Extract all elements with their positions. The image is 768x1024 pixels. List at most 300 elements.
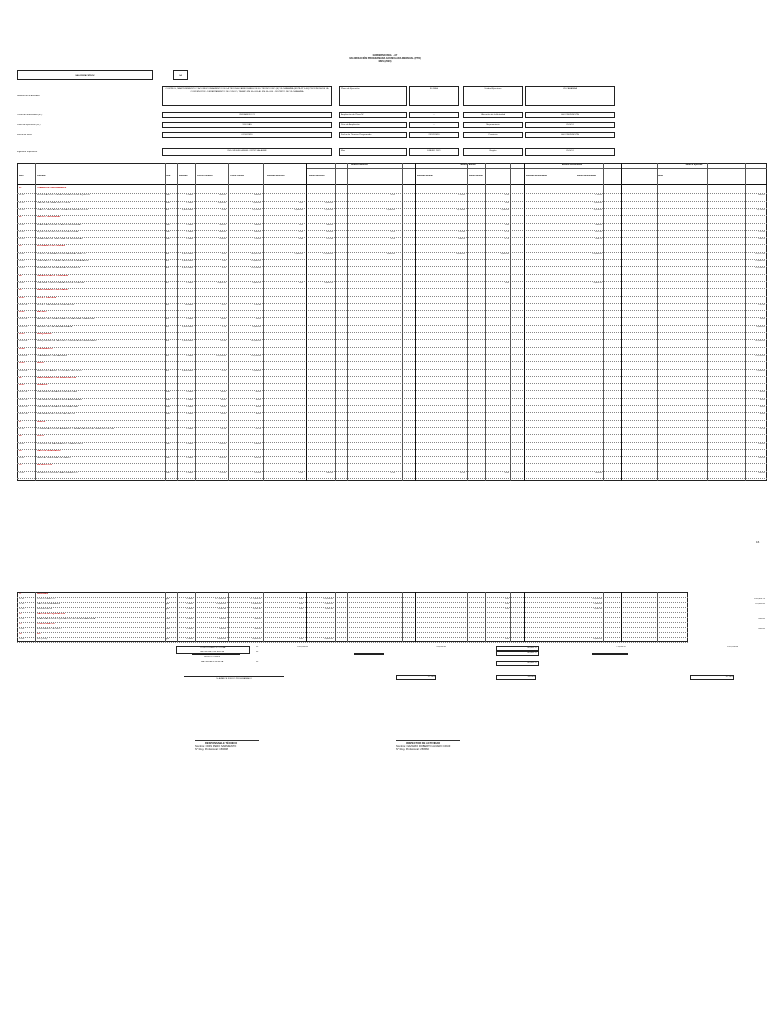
row-value: 3,000.00 (500, 252, 509, 255)
row-value: 350.00 (595, 223, 602, 226)
row-item-code: 12 (19, 613, 22, 615)
row-value: 350.00 (326, 223, 333, 226)
row-value: 10.00 (220, 398, 226, 401)
row-value: 4,863.20 (593, 281, 602, 284)
document-header (260, 54, 510, 63)
signature-name: Nombre: ODIN PERO SARMIENTO (195, 745, 237, 748)
table-column-header: Costo Parcial (230, 175, 244, 177)
row-value: 140.00 (219, 442, 226, 445)
info-right-label-box (463, 132, 523, 138)
info-mid-label: Días de Ampliación (341, 124, 360, 126)
row-value: 10.00 (759, 398, 765, 401)
row-value: 15,700.00 (251, 354, 261, 357)
column-rule (347, 592, 348, 642)
row-description: MOVILIZACIÓN Y DESMOVILIZACIÓN DE EQUIPOS (37, 194, 90, 197)
info-mid-value-box (409, 86, 459, 106)
column-rule (467, 163, 468, 481)
row-item-code: 05.05 (19, 362, 25, 365)
column-rule (263, 163, 264, 481)
valorizacion-number-box (173, 70, 188, 80)
row-unit: glb (166, 608, 169, 610)
row-value: 145,369.75 (754, 598, 765, 600)
table-column-header: Metrado (179, 175, 188, 177)
row-description: TRAZO Y REPLANTEO DURANTE LA EJECUCIÓN (37, 208, 88, 211)
valorization-table (17, 163, 767, 481)
column-rule (165, 592, 166, 642)
column-rule (335, 163, 336, 481)
info-right-label-box (463, 122, 523, 128)
row-value: 1,930.30 (324, 608, 333, 610)
info-right-label: Región (489, 150, 497, 152)
row-value: 325.20 (758, 457, 765, 460)
row-value: 325.20 (219, 457, 226, 460)
info-mid-value: — (432, 124, 436, 126)
row-value: 1.78 (221, 325, 226, 328)
row-unit: m2 (166, 260, 170, 262)
row-unit: m2 (166, 303, 170, 306)
row-value: 212.50 (758, 230, 765, 233)
row-value: 10.00 (255, 413, 261, 416)
row-value: 1.00 (298, 281, 303, 284)
row-value: 1,495.60 (252, 201, 261, 204)
total-current: 40,000.17 (496, 646, 539, 651)
row-value: 4,863.20 (252, 281, 261, 284)
row-description: CONTROL DE MATERIALES Y TRANSPORTE (37, 442, 84, 445)
info-mid-label-box (339, 132, 407, 138)
row-value: 2,500.00 (324, 603, 333, 605)
row-item-code: 05.05.01 (19, 369, 28, 372)
table-column-header: Saldo (657, 175, 663, 177)
row-value: 350.00 (254, 223, 261, 226)
row-value: 950.00 (254, 618, 261, 620)
row-value: 31,634.80 (592, 598, 602, 600)
info-left-value-box (162, 86, 332, 106)
row-value: 6,600.00 (217, 638, 226, 640)
valorizacion-label-box (17, 70, 153, 80)
row-item-code: 02.03 (19, 238, 25, 241)
row-value: 6,600.00 (593, 638, 602, 640)
row-value: 186.25 (458, 238, 465, 241)
row-description: ROCE Y LIMPIEZA (37, 296, 57, 299)
row-item-code: 10.01 (19, 471, 25, 474)
row-item-code: 05.03.01 (19, 340, 28, 343)
row-value: 15,680.00 (755, 260, 765, 262)
row-rule (17, 642, 688, 643)
row-value: 450.00 (758, 628, 765, 630)
column-rule (335, 592, 336, 642)
row-value: 25.19 (220, 427, 226, 430)
row-value: 0.75 (504, 238, 509, 241)
row-value: 1.00 (298, 201, 303, 204)
row-description: COSTO DIRECTO (37, 598, 56, 600)
row-value: 425.00 (326, 230, 333, 233)
column-rule (467, 592, 468, 642)
info-right-label-box (463, 86, 523, 106)
row-description: IMPREVISTOS EN EL MANTENIMIENTO (37, 471, 78, 474)
row-value: 1.0000 (186, 413, 193, 416)
row-value: 170.00 (458, 194, 465, 197)
info-right-label: Provincia (488, 134, 498, 136)
header-rule (17, 184, 767, 185)
info-left-value-box (162, 122, 332, 128)
row-item-code: 02.02 (19, 230, 25, 233)
row-unit: Glb (166, 238, 170, 241)
total-saldo: 126,299.88 (727, 646, 738, 648)
row-value: 1.0000 (186, 398, 193, 401)
row-unit: und (166, 413, 170, 416)
row-unit: m2 (166, 354, 170, 357)
row-unit: Glb (166, 194, 170, 197)
row-value: 1.00 (504, 201, 509, 204)
table-column-header: Precio Unitario (197, 175, 213, 177)
info-mid-label-box (339, 148, 407, 156)
row-unit: glb (166, 598, 169, 600)
row-value: 1.00 (504, 603, 509, 605)
row-description: BACHEO DE CALZADA AFIRMADA (37, 325, 73, 328)
signature-line (396, 740, 460, 741)
info-left-label: Nombre de la Actividad (17, 95, 40, 97)
row-value: 558.75 (595, 238, 602, 241)
info-mid-value-box (409, 132, 459, 138)
row-value: 10,707.45 (755, 252, 765, 255)
row-item-code: 12.01 (19, 618, 25, 620)
row-unit: m2 (166, 318, 170, 321)
row-value: 13,260.00 (323, 252, 333, 255)
row-item-code: 05.04 (19, 347, 25, 350)
row-item-code: 05.02.01 (19, 318, 28, 321)
column-rule (745, 163, 746, 481)
row-description: PAGO AL PERSONAL DE CAMPO (37, 457, 71, 460)
row-item-code: 11 (19, 593, 22, 595)
info-left-value: CONTROL, MANTENIMIENTO Y ACONDICIONAMIENTO DE LA TROCHA CARROZABLE DE EL TRONCO RÍO (E) VILCABAMBA (RUTA Nº 0-44) PROVINCIA DE LA CONVENCIÓN - DEPARTAMENTO DE CUSCO, TRAMO KM 00+000 AL KM 44+000 - DISTRITO DE VILCABAMBA (165, 88, 329, 93)
row-value: 15.00 (220, 318, 226, 321)
row-value: 15.00 (255, 318, 261, 321)
row-value: 701.00 (254, 471, 261, 474)
info-left-value: 120 DÍAS (242, 124, 252, 126)
row-unit: Glb (166, 223, 170, 226)
row-value: 950.00 (758, 618, 765, 620)
row-item-code: 10 (19, 464, 22, 467)
page-number: 16 (756, 540, 760, 544)
row-unit: m2 (166, 325, 170, 328)
row-description: LIMPIEZA DE SEÑALES REGLAMENTARIAS (37, 398, 82, 401)
row-unit: Glb (166, 628, 170, 630)
info-mid-value: — (432, 114, 436, 116)
row-unit: m3 (166, 267, 170, 270)
row-value: 1,495.60 (217, 201, 226, 204)
header-line-3: MES (2020) (378, 60, 392, 63)
info-right-value-box (525, 86, 615, 106)
column-rule (195, 163, 196, 481)
info-right-value: CUSCO (566, 124, 574, 126)
row-item-code: 06 (19, 376, 22, 379)
row-value: 1.0000 (186, 603, 193, 605)
info-right-value-box (525, 112, 615, 118)
row-item-code: 05.02.02 (19, 325, 28, 328)
row-description: TRATAMIENTO (37, 347, 53, 350)
header-line-1: GOBIERNO REG. - AY (372, 54, 398, 57)
info-right-value-box (525, 132, 615, 138)
table-group-header: Avance Acumulado (561, 164, 583, 166)
row-unit: Glb (166, 457, 170, 460)
info-mid-value: ENERO 2021 (427, 150, 441, 152)
valorizacion-label: VALORIZACIÓN N° (75, 74, 95, 77)
row-value: 1,495.60 (324, 201, 333, 204)
info-right-value-box (525, 148, 615, 156)
row-value: 1.0000 (186, 223, 193, 226)
row-description: ELIMINACIÓN DE MATERIAL EXCEDENTE (37, 267, 81, 270)
total-row-label: VALORIZACIÓN BRUTA (200, 651, 224, 653)
info-mid-value-box (409, 122, 459, 128)
row-value: 170.00 (595, 194, 602, 197)
row-value: 0.48 (221, 208, 226, 211)
row-item-code: 03.02 (19, 260, 25, 262)
row-description: SEÑALES (37, 384, 48, 387)
row-description: LIMPIEZA DE SEÑALES INFORMATIVAS (37, 406, 78, 408)
row-item-code: 08.01 (19, 442, 25, 445)
row-item-code: 11.02 (19, 603, 25, 605)
signature-name: Nombre: NAZARIO ROBERTO ALVARO CRUZ (396, 745, 451, 748)
total-accum: 73,634.97 (616, 646, 626, 648)
row-unit: m3 (166, 340, 170, 343)
row-value: 42,540.00 (755, 340, 765, 343)
row-value: 132.30 (254, 303, 261, 306)
row-description: GASTOS DE LIQUIDACIÓN (37, 613, 65, 615)
column-rule (621, 163, 622, 481)
signature-registration: N° Reg. Profesional: 159698 (195, 748, 228, 751)
row-value: 10.00 (255, 406, 261, 408)
column-rule (177, 163, 178, 481)
total-amount: 199,934.85 (297, 646, 308, 648)
row-item-code: 14 (19, 633, 22, 635)
info-right-value: VILCABAMBA (563, 88, 577, 90)
row-value: 10.00 (220, 413, 226, 416)
row-description: CORTE Y ELIMINACIÓN DE MATERIAL SUELTO (37, 252, 86, 255)
row-description: DESQUINCHE DE TALUDES Y LIMPIEZA DE DERRUMBES (37, 340, 97, 343)
row-item-code: 08 (19, 435, 22, 438)
row-item-code: 05.02 (19, 311, 25, 314)
row-description: DESQUINCHE (37, 333, 52, 335)
row-value: 0.25 (390, 238, 395, 241)
avance-label: % AVANCE FÍSICO PROGRAMADO (184, 676, 284, 681)
row-value: 1.0000 (186, 427, 193, 430)
row-value: 0.60 (504, 471, 509, 474)
row-value: 10.00 (759, 413, 765, 416)
row-value: 637.50 (595, 230, 602, 233)
row-value: 1.00 (504, 598, 509, 600)
column-rule (402, 163, 403, 481)
row-item-code: 05 (19, 289, 22, 292)
info-right-label: Mejoramiento (486, 124, 500, 126)
row-value: 42,540.00 (251, 340, 261, 343)
total-current: 40,000.17 (496, 651, 539, 656)
row-value: 4,863.20 (324, 281, 333, 284)
total-currency: S/. (256, 646, 259, 648)
row-item-code: 07 (19, 420, 22, 423)
info-right-label: Unidad Ejecutora (484, 88, 502, 90)
row-item-code: 04 (19, 274, 22, 277)
row-unit: glb (166, 603, 169, 605)
row-value: 0.20 (504, 194, 509, 197)
row-value: 1.00 (504, 281, 509, 284)
row-unit: und (166, 391, 170, 394)
row-description: VARIOS (37, 420, 46, 423)
row-value: 450.00 (254, 628, 261, 630)
row-value: 850.00 (219, 230, 226, 233)
row-value: 745.00 (219, 238, 226, 241)
row-value: 1,495.60 (593, 201, 602, 204)
row-description: BACHEO DE PLATAFORMA CON MATERIAL GRANULAR (37, 318, 95, 321)
row-value: 30.0000 (185, 303, 193, 306)
column-rule (485, 163, 486, 481)
column-rule (524, 163, 525, 481)
row-value: 8,900.00 (756, 325, 765, 328)
total-row-label: COSTO DIRECTO TOTAL (176, 646, 250, 654)
row-value: 4,900.00 (294, 208, 303, 211)
row-value: 1,000.0000 (182, 340, 193, 343)
row-value: 30,597.45 (251, 252, 261, 255)
row-description: LIMPIEZA DE HITOS KILOMÉTRICOS (37, 413, 75, 416)
column-rule (510, 592, 511, 642)
row-value: 850.00 (254, 194, 261, 197)
row-value: 2,548.00 (756, 369, 765, 372)
info-mid-value: 29/12/2020 (428, 134, 440, 136)
header-line-2: VALORIZACIÓN PROGRAMADA ACUMULADA MENSUAL (PTO) (349, 57, 421, 60)
row-value: 372.50 (326, 238, 333, 241)
row-value: 1.0000 (186, 230, 193, 233)
row-value: 13,000.00 (216, 603, 226, 605)
row-value: 1.0000 (186, 618, 193, 620)
info-mid-label-box (339, 112, 407, 118)
row-value: 0.25 (390, 230, 395, 233)
table-column-header: Metrado Anterior (267, 175, 285, 177)
row-value: 0.20 (390, 194, 395, 197)
row-value: 2,000.00 (294, 252, 303, 255)
row-value: 0.10 (390, 471, 395, 474)
row-item-code: 05.03 (19, 333, 25, 335)
info-left-value: ING. MIGUEL ANGEL ORTIZ SALAZAR (227, 150, 267, 152)
row-value: 10.00 (220, 391, 226, 394)
row-description: OBRAS DE ARTE Y DRENAJE (37, 274, 69, 277)
row-value: 280.40 (758, 471, 765, 474)
row-value: 2,352.00 (324, 208, 333, 211)
signature-block (195, 740, 275, 751)
row-value: 745.00 (254, 238, 261, 241)
row-value: 1.0000 (186, 628, 193, 630)
column-rule (603, 592, 604, 642)
row-description: CARTEL DE OBRA 3.60 X 2.40 M (37, 201, 71, 204)
info-right-value: LA CONVENCIÓN (561, 134, 579, 136)
row-value: 950.00 (219, 618, 226, 620)
info-left-label: Costo de la Actividad (S/.) (17, 114, 43, 116)
row-value: 420.60 (595, 471, 602, 474)
total-currency: S/. (256, 651, 259, 653)
row-value: 186.25 (758, 238, 765, 241)
row-description: RIEGO DE CAMINO Y CONTROL DE POLVO (37, 369, 82, 372)
column-rule (263, 592, 264, 642)
info-mid-value: 90 DÍAS (429, 88, 439, 90)
column-rule (228, 163, 229, 481)
row-item-code: 03.01 (19, 252, 25, 255)
row-item-code: 06.01.03 (19, 406, 28, 408)
row-value: 10,500.00 (755, 603, 765, 605)
table-group-header: Avance Anterior (351, 164, 368, 166)
row-description: MOVIMIENTO DE TIERRAS (37, 245, 65, 248)
row-value: 1.0000 (186, 194, 193, 197)
row-description: OTROS GASTOS (37, 623, 55, 625)
table-column-header: Monto Acumulado (577, 175, 596, 177)
column-rule (228, 592, 229, 642)
row-item-code: 04.01 (19, 281, 25, 284)
row-item-code: 01.01 (19, 194, 25, 197)
info-left-value: VER ANEXO 21 (239, 114, 255, 116)
avance-previous: 17.19% (396, 675, 436, 680)
row-item-code: 07.01 (19, 427, 25, 430)
row-value: 5,000.0000 (182, 325, 193, 328)
row-value: 6,600.00 (324, 638, 333, 640)
row-value: 1.0000 (186, 281, 193, 284)
row-value: 1.00 (504, 638, 509, 640)
row-description: LIMPIEZA DE SEÑALES PREVENTIVAS (37, 391, 77, 394)
row-value: 50.00 (759, 391, 765, 394)
signature-registration: N° Reg. Profesional: 259560 (396, 748, 429, 751)
row-value: 1.0000 (186, 608, 193, 610)
row-description: ELABORACIÓN DE LIQUIDACIÓN TÉCNICA FINANCIERA (37, 618, 96, 620)
total-row-label: DEDUCCIONES (203, 656, 221, 658)
row-value: 1.0000 (186, 406, 193, 408)
row-unit: m2 (166, 369, 170, 372)
row-description: IGV (37, 633, 41, 635)
row-value: 6,600.00 (252, 638, 261, 640)
row-value: 9,800.0000 (182, 369, 193, 372)
column-rule (524, 592, 525, 642)
row-value: 42.54 (220, 340, 226, 343)
info-left-value-box (162, 148, 332, 156)
row-value: 2,548.00 (252, 369, 261, 372)
row-description: RESUMEN (37, 593, 48, 595)
row-item-code: 09.01 (19, 457, 25, 460)
row-value: 1.0000 (186, 471, 193, 474)
row-value: 1.00 (298, 223, 303, 226)
row-value: 1,930.30 (217, 608, 226, 610)
row-value: 0.50 (298, 238, 303, 241)
row-description: EQUIPOS DE PROTECCIÓN INDIVIDUAL (37, 230, 79, 233)
column-rule (657, 163, 658, 481)
row-value: 25.19 (255, 427, 261, 430)
row-description: LIMPIEZA Y DESCOLMATACIÓN DE CUNETAS (37, 281, 85, 284)
info-left-value: 01/10/2020 (241, 134, 253, 136)
info-right-value: CUSCO (566, 150, 574, 152)
row-description: FLETE (37, 435, 44, 438)
column-rule (35, 163, 36, 481)
row-unit: und (166, 406, 170, 408)
info-right-label-box (463, 112, 523, 118)
row-unit: Glb (166, 230, 170, 233)
row-value: 1.0000 (186, 638, 193, 640)
signature-title: INSPECTOR DE ACTIVIDAD (406, 742, 441, 745)
row-description: TRATAMIENTO DE BADENES (37, 354, 68, 357)
row-value: 701.00 (219, 471, 226, 474)
total-prev: 33,634.80 (436, 646, 446, 648)
info-right-value: LA CONVENCIÓN (561, 114, 579, 116)
summary-table (17, 592, 765, 642)
row-unit: Glb (166, 471, 170, 474)
column-rule (485, 592, 486, 642)
row-description: IGV (18%) (37, 638, 48, 640)
row-value: 132.30 (758, 303, 765, 306)
table-group-header: Saldo a Ejecutar (685, 164, 703, 166)
row-value: 9,800.0000 (182, 260, 193, 262)
